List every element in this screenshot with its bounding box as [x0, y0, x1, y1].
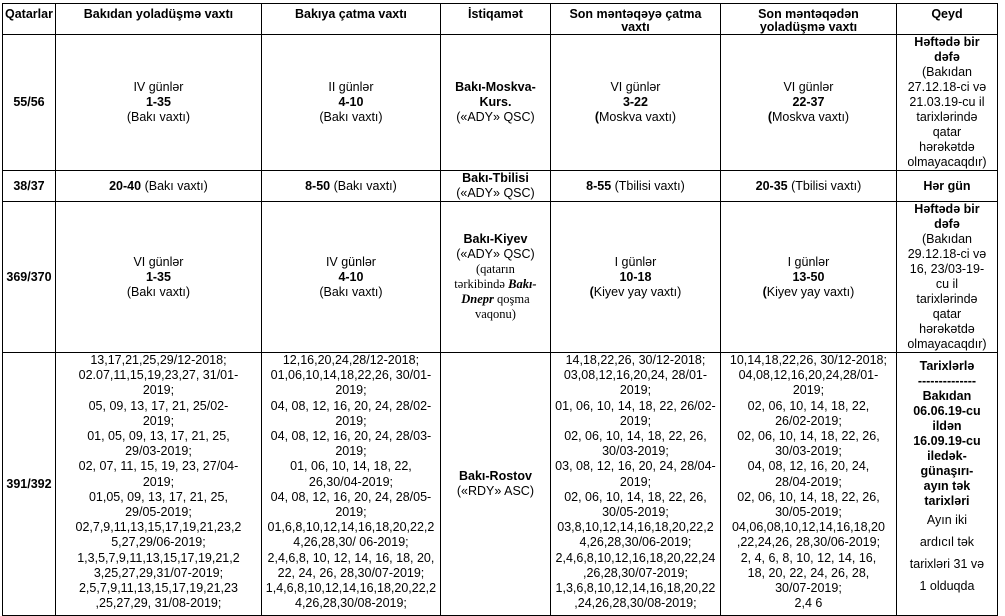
list-line: 04,06,08,10,12,14,16,18,20: [731, 520, 885, 535]
list-line: ,26,28,30/07-2019;: [582, 565, 688, 580]
direction-line1: Bakı-Kiyev: [463, 232, 528, 246]
list-line: 10,14,18,22,26, 30/12-2018;: [729, 353, 887, 367]
list-line: 2,4,6,8, 10, 12, 14, 16, 18, 20,: [267, 550, 435, 565]
note-line: hərəkətdə: [919, 322, 975, 336]
departure-zone: (Bakı vaxtı): [141, 178, 208, 193]
list-line: 2019;: [335, 444, 367, 459]
list-line: 2019;: [142, 413, 175, 428]
list-line: 03, 08, 12, 16, 20, 24, 28/04-: [555, 459, 716, 474]
departure-last-zone: Kiyev yay vaxtı): [766, 284, 855, 299]
direction-line1: Bakı-Rostov: [458, 469, 532, 483]
header-arrival-last-line1: Son məntəqəyə çatma: [569, 7, 702, 21]
list-line: 26/02-2019;: [775, 413, 842, 428]
list-line: 2,4,6,8,10,12,16,18,20,22,24: [555, 550, 716, 565]
train-number: 38/37: [3, 171, 56, 202]
arrival-last-time: 3-22: [622, 95, 648, 109]
direction-cell: [440, 35, 550, 171]
list-line: 02, 07, 11, 15, 19, 23, 27/04-: [78, 459, 239, 474]
departure-last-dates-list: [723, 353, 894, 609]
arrival-zone: (Bakı vaxtı): [319, 110, 383, 124]
header-arrival-last-line2: vaxtı: [621, 20, 650, 34]
header-departure-last-line2: yoladüşmə vaxtı: [759, 20, 858, 34]
header-departure-baku: Bakıdan yoladüşmə vaxtı: [55, 4, 261, 35]
list-line: 30/07-2019;: [775, 581, 842, 596]
list-line: 01,06,10,14,18,22,26, 30/01-: [270, 368, 432, 383]
header-trains: Qatarlar: [3, 4, 56, 35]
direction-line2: Kurs.: [479, 95, 512, 109]
list-line: Ayın iki: [926, 513, 967, 527]
departure-last-time: 20-35: [755, 178, 788, 193]
list-line: 04, 08, 12, 16, 20, 24, 28/02-: [270, 398, 432, 413]
list-line: 2019;: [335, 413, 367, 428]
list-line: 26,30/04-2019;: [308, 474, 393, 489]
train-number: 55/56: [3, 35, 56, 171]
arrival-day: II günlər: [328, 80, 374, 94]
note-line: tarixlərində: [916, 110, 978, 124]
note-line: (Bakıdan: [921, 232, 972, 246]
list-line: Bakıdan: [922, 389, 972, 403]
list-line: 29/03-2019;: [125, 444, 192, 459]
departure-last-cell: [720, 35, 896, 171]
list-line: 01,05, 09, 13, 17, 21, 25,: [88, 489, 228, 504]
departure-last-zone: Moskva vaxtı): [771, 110, 850, 124]
departure-baku-cell: [55, 171, 261, 202]
direction-comment-1: (qatarın: [476, 262, 515, 276]
direction-comment-wagon-a: Bakı-: [508, 277, 537, 291]
departure-last-cell: [720, 202, 896, 353]
list-line: 4,26,28,30/08-2019;: [295, 596, 407, 609]
arrival-day: IV günlər: [325, 254, 376, 269]
arrival-last-cell: [550, 353, 720, 616]
note-cell: Hər gün: [896, 171, 997, 202]
list-line: 14,18,22,26, 30/12-2018;: [565, 353, 706, 367]
list-line: 16.09.19-cu: [913, 434, 981, 448]
arrival-time: 8-50: [305, 178, 331, 193]
note-cell: [896, 202, 997, 353]
arrival-last-zone: Moskva vaxtı): [598, 110, 677, 124]
list-line: 2019;: [619, 383, 652, 398]
list-line: 01, 05, 09, 13, 17, 21, 25,: [87, 429, 230, 444]
note-line: hərəkətdə: [919, 140, 975, 154]
departure-day: VI günlər: [133, 254, 184, 269]
note-line: qatar: [932, 307, 962, 321]
departure-last-zone-paren: (: [767, 110, 772, 124]
arrival-baku-cell: [261, 35, 440, 171]
departure-time: 20-40: [109, 178, 142, 193]
departure-baku-cell: [55, 35, 261, 171]
arrival-last-zone: Kiyev yay vaxtı): [593, 284, 682, 299]
arrival-last-zone: (Tbilisi vaxtı): [611, 178, 685, 193]
list-line: 2019;: [142, 474, 175, 489]
direction-line1: Bakı-Moskva-: [455, 80, 536, 94]
departure-last-cell: [720, 353, 896, 616]
note-title-1: Həftədə bir: [914, 35, 980, 49]
arrival-last-time: 8-55: [586, 178, 612, 193]
note-line: 21.03.19-cu il: [909, 95, 985, 109]
list-line: ildən: [932, 419, 962, 433]
list-line: 28/04-2019;: [775, 474, 842, 489]
list-line: tarixləri 31 və: [909, 557, 985, 571]
list-line: 04,08,12,16,20,24,28/01-: [738, 368, 879, 383]
arrival-baku-cell: [261, 171, 440, 202]
direction-operator: («RDY» ASC): [456, 484, 534, 498]
header-arrival-last: [550, 4, 720, 35]
list-line: 01,6,8,10,12,14,16,18,20,22,2: [267, 520, 435, 535]
direction-line1: Bakı-Tbilisi: [462, 171, 529, 185]
list-line: ,24,26,28,30/08-2019;: [574, 596, 697, 609]
direction-comment-3a: qoşma: [493, 292, 530, 306]
note-title-2: dəfə: [934, 50, 960, 64]
note-line: qatar: [932, 125, 962, 139]
list-line: 1,3,5,7,9,11,13,15,17,19,21,2: [77, 550, 240, 565]
list-line: 2019;: [619, 413, 652, 428]
direction-operator: («ADY» QSC): [456, 247, 535, 261]
list-line: 01, 06, 10, 14, 18, 22,: [290, 459, 412, 474]
list-line: Tarixlərlə: [919, 359, 975, 373]
arrival-last-cell: [550, 171, 720, 202]
departure-zone: (Bakı vaxtı): [126, 284, 191, 299]
list-line: 04, 08, 12, 16, 20, 24,: [747, 459, 870, 474]
direction-comment-2a: tərkibində: [454, 277, 505, 291]
table-row-55-56: [3, 35, 998, 171]
list-line: 18, 20, 22, 24, 26, 28,: [747, 565, 870, 580]
train-number: 391/392: [3, 353, 56, 616]
direction-operator: («ADY» QSC): [456, 110, 535, 124]
arrival-zone: (Bakı vaxtı): [330, 178, 397, 193]
arrival-last-cell: [550, 202, 720, 353]
arrival-last-day: I günlər: [614, 254, 657, 269]
list-line: 2019;: [142, 383, 175, 398]
list-line: 2019;: [792, 383, 825, 398]
header-row: [3, 4, 998, 35]
list-line: 2019;: [335, 383, 367, 398]
list-line: 30/05-2019;: [775, 505, 842, 520]
list-line: 06.06.19-cu: [913, 404, 981, 418]
departure-last-day: I günlər: [787, 254, 830, 269]
list-line: 30/03-2019;: [775, 444, 842, 459]
list-line: 02, 06, 10, 14, 18, 22,: [747, 398, 870, 413]
list-line: 2,5,7,9,11,13,15,17,19,21,23: [78, 581, 238, 596]
departure-day: IV günlər: [133, 80, 184, 94]
list-line: 02, 06, 10, 14, 18, 22, 26,: [737, 429, 880, 444]
direction-cell: [440, 171, 550, 202]
list-line: tarixləri: [924, 494, 970, 508]
list-line: 02, 06, 10, 14, 18, 22, 26,: [564, 429, 707, 444]
table-row-38-37: [3, 171, 998, 202]
departure-last-zone-wrap: [723, 285, 894, 300]
list-line: 04, 08, 12, 16, 20, 24, 28/03-: [270, 429, 432, 444]
arrival-last-dates-list: [553, 353, 718, 609]
list-line: 03,8,10,12,14,16,18,20,22,2: [557, 520, 714, 535]
departure-zone: (Bakı vaxtı): [126, 110, 191, 124]
direction-cell: [440, 202, 550, 353]
departure-last-day: VI günlər: [783, 80, 834, 94]
note-cell: [896, 35, 997, 171]
note-line: 27.12.18-ci və: [907, 80, 987, 94]
note-title-1: Həftədə bir: [914, 202, 980, 216]
list-line: ardıcıl tək: [919, 535, 975, 549]
note-cell: [896, 353, 997, 616]
header-note: Qeyd: [896, 4, 997, 35]
list-line: 22, 24, 26, 28,30/07-2019;: [277, 565, 425, 580]
departure-baku-cell: [55, 353, 261, 616]
list-line: 30/03-2019;: [602, 444, 669, 459]
departure-time: 1-35: [145, 95, 171, 109]
direction-comment-2: [443, 277, 548, 292]
train-number: 369/370: [3, 202, 56, 353]
list-line: 2019;: [335, 505, 367, 520]
departure-last-time: 22-37: [792, 95, 825, 109]
list-line: 30/05-2019;: [602, 505, 669, 520]
table-row-391-392: [3, 353, 998, 616]
list-line: 05, 09, 13, 17, 21, 25/02-: [88, 398, 229, 413]
list-line: ,22,24,26, 28,30/06-2019;: [736, 535, 881, 550]
list-line: 2, 4, 6, 8, 10, 12, 14, 16,: [740, 550, 877, 565]
arrival-last-zone-wrap: [553, 110, 718, 125]
departure-baku-cell: [55, 202, 261, 353]
list-line: 02, 06, 10, 14, 18, 22, 26,: [737, 489, 880, 504]
arrival-last-zone-paren: (: [594, 110, 599, 124]
list-line: 3,25,27,29,31/07-2019;: [93, 565, 224, 580]
arrival-baku-cell: [261, 353, 440, 616]
list-line: 02,7,9,11,13,15,17,19,21,23,2: [75, 520, 242, 535]
arrival-time: 4-10: [338, 95, 364, 109]
note-title-2: dəfə: [934, 217, 960, 231]
arrival-dates-list: [264, 353, 438, 609]
arrival-last-day: VI günlər: [610, 80, 661, 94]
departure-last-time: 13-50: [792, 269, 825, 284]
list-line: 1,4,6,8,10,12,14,16,18,20,22,2: [265, 581, 437, 596]
header-departure-last-line1: Son məntəqədən: [758, 7, 859, 21]
departure-dates-list: [58, 353, 259, 609]
list-line: --------------: [917, 374, 977, 388]
list-line: ayın tək: [923, 479, 971, 493]
note-line: cu il: [935, 277, 959, 291]
direction-comment-wagon-b: Dnepr: [461, 292, 494, 306]
list-line: 02.07,11,15,19,23,27, 31/01-: [78, 368, 239, 383]
note-bold-list: [899, 359, 995, 509]
list-line: 4,26,28,30/06-2019;: [579, 535, 692, 550]
list-line: ,25,27,29, 31/08-2019;: [95, 596, 222, 609]
list-line: 4,26,28,30/ 06-2019;: [293, 535, 409, 550]
note-line: (Bakıdan: [921, 65, 972, 79]
list-line: iledək-: [927, 449, 967, 463]
departure-last-zone-paren: (: [762, 284, 767, 299]
list-line: 29/05-2019;: [125, 505, 192, 520]
departure-last-zone-wrap: [723, 110, 894, 125]
header-arrival-baku: Bakıya çatma vaxtı: [261, 4, 440, 35]
departure-time: 1-35: [145, 269, 171, 284]
arrival-last-time: 10-18: [619, 269, 652, 284]
list-line: 13,17,21,25,29/12-2018;: [90, 353, 227, 367]
note-line: 29.12.18-ci və: [907, 247, 987, 261]
list-line: 02, 06, 10, 14, 18, 22, 26,: [564, 489, 707, 504]
arrival-last-zone-wrap: [553, 285, 718, 300]
list-line: 12,16,20,24,28/12-2018;: [282, 353, 420, 367]
note-line: olmayacaqdır): [907, 155, 987, 169]
direction-comment-3: [443, 292, 548, 307]
direction-operator: («ADY» QSC): [456, 186, 535, 200]
list-line: 1 olduqda: [919, 579, 975, 593]
departure-last-cell: [720, 171, 896, 202]
arrival-last-zone-paren: (: [589, 284, 594, 299]
note-lines-list: [899, 509, 995, 597]
list-line: 2,4 6: [794, 596, 823, 609]
table-row-369-370: [3, 202, 998, 353]
list-line: 01, 06, 10, 14, 18, 22, 26/02-: [555, 398, 716, 413]
list-line: 5,27,29/06-2019;: [111, 535, 206, 550]
list-line: 03,08,12,16,20,24, 28/01-: [563, 368, 708, 383]
header-direction: İstiqamət: [440, 4, 550, 35]
direction-cell: [440, 353, 550, 616]
timetable-wrapper: [2, 3, 998, 616]
note-content: [899, 353, 995, 615]
list-line: 1,3,6,8,10,12,14,16,18,20,22: [555, 581, 716, 596]
train-timetable: [2, 3, 998, 616]
list-line: 2019;: [619, 474, 652, 489]
arrival-time: 4-10: [338, 269, 364, 284]
note-line: 16, 23/03-19-: [909, 262, 985, 276]
list-line: 04, 08, 12, 16, 20, 24, 28/05-: [270, 489, 432, 504]
direction-comment-4: vaqonu): [474, 307, 516, 321]
arrival-baku-cell: [261, 202, 440, 353]
arrival-last-cell: [550, 35, 720, 171]
departure-last-zone: (Tbilisi vaxtı): [787, 178, 862, 193]
header-departure-last: [720, 4, 896, 35]
note-line: olmayacaqdır): [907, 337, 987, 351]
arrival-zone: (Bakı vaxtı): [319, 284, 383, 299]
list-line: günaşırı-: [920, 464, 974, 478]
note-line: tarixlərində: [916, 292, 978, 306]
